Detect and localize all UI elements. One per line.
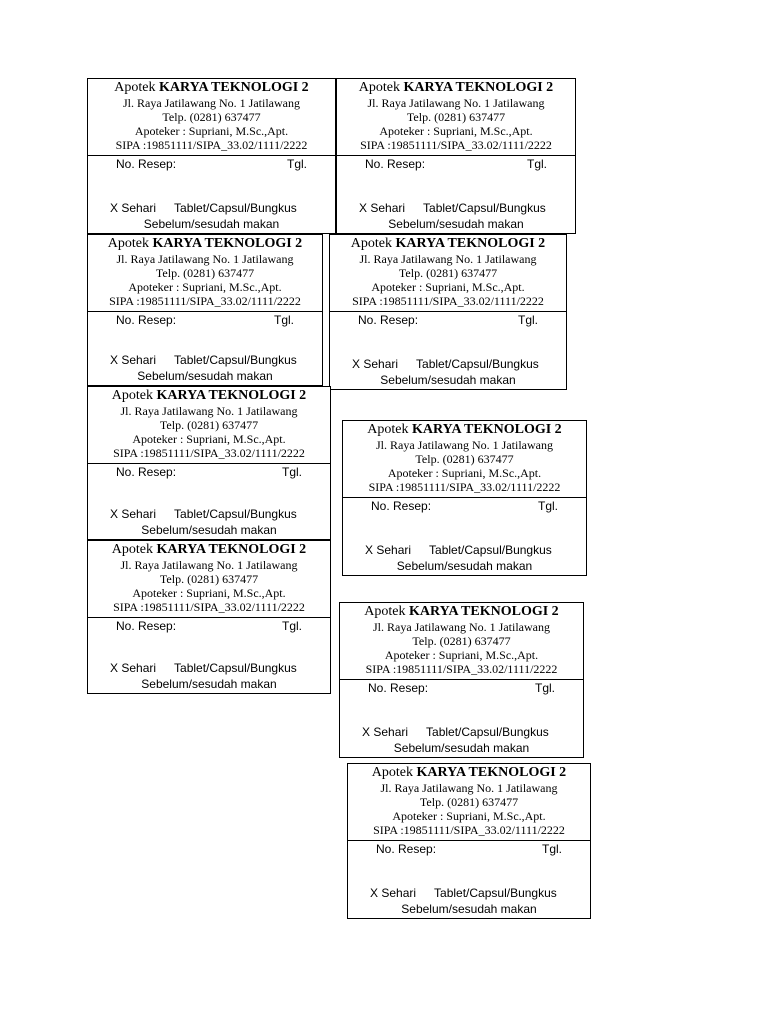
pharmacist-name: Apoteker : Supriani, M.Sc.,Apt. bbox=[379, 124, 533, 138]
pharmacy-phone: Telp. (0281) 637477 bbox=[159, 572, 259, 586]
pharmacy-name: Apotek KARYA TEKNOLOGI 2 bbox=[107, 236, 303, 251]
no-resep-label: No. Resep: bbox=[116, 313, 177, 327]
label-body bbox=[330, 311, 566, 389]
timing-note: Sebelum/sesudah makan bbox=[393, 741, 530, 755]
no-resep-label: No. Resep: bbox=[358, 313, 419, 327]
prescription-label bbox=[87, 540, 331, 694]
sipa-number: SIPA :19851111/SIPA_33.02/1111/2222 bbox=[109, 294, 301, 308]
label-body bbox=[337, 155, 575, 233]
prescription-label bbox=[87, 234, 323, 386]
pharmacy-phone: Telp. (0281) 637477 bbox=[406, 110, 506, 124]
label-header bbox=[88, 235, 322, 312]
pharmacy-name: Apotek KARYA TEKNOLOGI 2 bbox=[367, 422, 562, 437]
timing-note: Sebelum/sesudah makan bbox=[401, 902, 537, 916]
dosage-line: X Sehari Tablet/Capsul/Bungkus bbox=[110, 661, 297, 675]
pharmacy-address: Jl. Raya Jatilawang No. 1 Jatilawang bbox=[376, 438, 553, 452]
pharmacy-address: Jl. Raya Jatilawang No. 1 Jatilawang bbox=[373, 620, 550, 634]
pharmacy-name: Apotek KARYA TEKNOLOGI 2 bbox=[350, 236, 546, 251]
sipa-number: SIPA :19851111/SIPA_33.02/1111/2222 bbox=[115, 138, 308, 152]
dosage-line: X Sehari Tablet/Capsul/Bungkus bbox=[110, 507, 297, 521]
label-body bbox=[340, 679, 583, 757]
pharmacy-address: Jl. Raya Jatilawang No. 1 Jatilawang bbox=[120, 558, 298, 572]
sipa-number: SIPA :19851111/SIPA_33.02/1111/2222 bbox=[352, 294, 544, 308]
pharmacy-phone: Telp. (0281) 637477 bbox=[398, 266, 498, 280]
tgl-label: Tgl. bbox=[282, 465, 303, 479]
dosage-line: X Sehari Tablet/Capsul/Bungkus bbox=[110, 201, 297, 215]
dosage-line: X Sehari Tablet/Capsul/Bungkus bbox=[110, 353, 297, 367]
pharmacy-phone: Telp. (0281) 637477 bbox=[155, 266, 255, 280]
timing-note: Sebelum/sesudah makan bbox=[388, 217, 524, 231]
sipa-number: SIPA :19851111/SIPA_33.02/1111/2222 bbox=[360, 138, 552, 152]
label-body bbox=[88, 463, 330, 539]
timing-note: Sebelum/sesudah makan bbox=[141, 523, 277, 537]
pharmacy-address: Jl. Raya Jatilawang No. 1 Jatilawang bbox=[116, 252, 294, 266]
label-header bbox=[330, 235, 566, 312]
pharmacist-name: Apoteker : Supriani, M.Sc.,Apt. bbox=[134, 124, 289, 138]
dosage-line: X Sehari Tablet/Capsul/Bungkus bbox=[359, 201, 546, 215]
prescription-label bbox=[339, 602, 584, 758]
label-body bbox=[88, 311, 322, 385]
pharmacy-address: Jl. Raya Jatilawang No. 1 Jatilawang bbox=[380, 781, 558, 795]
prescription-label bbox=[87, 78, 336, 234]
tgl-label: Tgl. bbox=[535, 681, 556, 695]
pharmacy-address: Jl. Raya Jatilawang No. 1 Jatilawang bbox=[120, 404, 298, 418]
tgl-label: Tgl. bbox=[518, 313, 539, 327]
no-resep-label: No. Resep: bbox=[116, 619, 177, 633]
pharmacy-phone: Telp. (0281) 637477 bbox=[419, 795, 519, 809]
label-header bbox=[343, 421, 586, 498]
pharmacy-name: Apotek KARYA TEKNOLOGI 2 bbox=[358, 80, 554, 95]
tgl-label: Tgl. bbox=[538, 499, 559, 513]
pharmacy-address: Jl. Raya Jatilawang No. 1 Jatilawang bbox=[123, 96, 300, 110]
pharmacy-name: Apotek KARYA TEKNOLOGI 2 bbox=[111, 542, 307, 557]
tgl-label: Tgl. bbox=[282, 619, 303, 633]
prescription-label bbox=[347, 763, 591, 919]
label-body bbox=[88, 617, 330, 693]
prescription-label bbox=[87, 386, 331, 540]
pharmacy-name: Apotek KARYA TEKNOLOGI 2 bbox=[364, 604, 559, 619]
prescription-label bbox=[329, 234, 567, 390]
prescription-label bbox=[342, 420, 587, 576]
pharmacist-name: Apoteker : Supriani, M.Sc.,Apt. bbox=[387, 466, 542, 480]
tgl-label: Tgl. bbox=[287, 157, 308, 171]
timing-note: Sebelum/sesudah makan bbox=[141, 677, 277, 691]
pharmacy-name: Apotek KARYA TEKNOLOGI 2 bbox=[114, 80, 309, 95]
timing-note: Sebelum/sesudah makan bbox=[143, 217, 280, 231]
no-resep-label: No. Resep: bbox=[376, 842, 437, 856]
no-resep-label: No. Resep: bbox=[116, 157, 177, 171]
pharmacy-phone: Telp. (0281) 637477 bbox=[412, 634, 511, 648]
dosage-line: X Sehari Tablet/Capsul/Bungkus bbox=[352, 357, 539, 371]
sipa-number: SIPA :19851111/SIPA_33.02/1111/2222 bbox=[373, 823, 565, 837]
pharmacy-name: Apotek KARYA TEKNOLOGI 2 bbox=[371, 765, 567, 780]
no-resep-label: No. Resep: bbox=[365, 157, 426, 171]
prescription-label bbox=[336, 78, 576, 234]
label-body bbox=[348, 840, 590, 918]
pharmacy-address: Jl. Raya Jatilawang No. 1 Jatilawang bbox=[359, 252, 537, 266]
tgl-label: Tgl. bbox=[527, 157, 548, 171]
pharmacy-phone: Telp. (0281) 637477 bbox=[415, 452, 514, 466]
no-resep-label: No. Resep: bbox=[368, 681, 429, 695]
pharmacist-name: Apoteker : Supriani, M.Sc.,Apt. bbox=[384, 648, 539, 662]
label-header bbox=[88, 387, 330, 464]
label-header bbox=[337, 79, 575, 156]
sipa-number: SIPA :19851111/SIPA_33.02/1111/2222 bbox=[368, 480, 561, 494]
sipa-number: SIPA :19851111/SIPA_33.02/1111/2222 bbox=[113, 600, 305, 614]
label-header bbox=[348, 764, 590, 841]
tgl-label: Tgl. bbox=[542, 842, 563, 856]
dosage-line: X Sehari Tablet/Capsul/Bungkus bbox=[362, 725, 549, 739]
pharmacist-name: Apoteker : Supriani, M.Sc.,Apt. bbox=[132, 432, 286, 446]
dosage-line: X Sehari Tablet/Capsul/Bungkus bbox=[365, 543, 552, 557]
pharmacist-name: Apoteker : Supriani, M.Sc.,Apt. bbox=[371, 280, 525, 294]
label-body bbox=[88, 155, 335, 233]
pharmacy-address: Jl. Raya Jatilawang No. 1 Jatilawang bbox=[367, 96, 545, 110]
pharmacist-name: Apoteker : Supriani, M.Sc.,Apt. bbox=[128, 280, 282, 294]
tgl-label: Tgl. bbox=[274, 313, 295, 327]
no-resep-label: No. Resep: bbox=[116, 465, 177, 479]
label-header bbox=[88, 541, 330, 618]
timing-note: Sebelum/sesudah makan bbox=[380, 373, 516, 387]
label-header bbox=[340, 603, 583, 680]
label-header bbox=[88, 79, 335, 156]
sipa-number: SIPA :19851111/SIPA_33.02/1111/2222 bbox=[113, 446, 305, 460]
pharmacy-name: Apotek KARYA TEKNOLOGI 2 bbox=[111, 388, 307, 403]
sipa-number: SIPA :19851111/SIPA_33.02/1111/2222 bbox=[365, 662, 558, 676]
no-resep-label: No. Resep: bbox=[371, 499, 432, 513]
pharmacy-phone: Telp. (0281) 637477 bbox=[159, 418, 259, 432]
timing-note: Sebelum/sesudah makan bbox=[137, 369, 273, 383]
dosage-line: X Sehari Tablet/Capsul/Bungkus bbox=[370, 886, 557, 900]
pharmacy-phone: Telp. (0281) 637477 bbox=[162, 110, 261, 124]
timing-note: Sebelum/sesudah makan bbox=[396, 559, 533, 573]
pharmacist-name: Apoteker : Supriani, M.Sc.,Apt. bbox=[392, 809, 546, 823]
pharmacist-name: Apoteker : Supriani, M.Sc.,Apt. bbox=[132, 586, 286, 600]
label-body bbox=[343, 497, 586, 575]
